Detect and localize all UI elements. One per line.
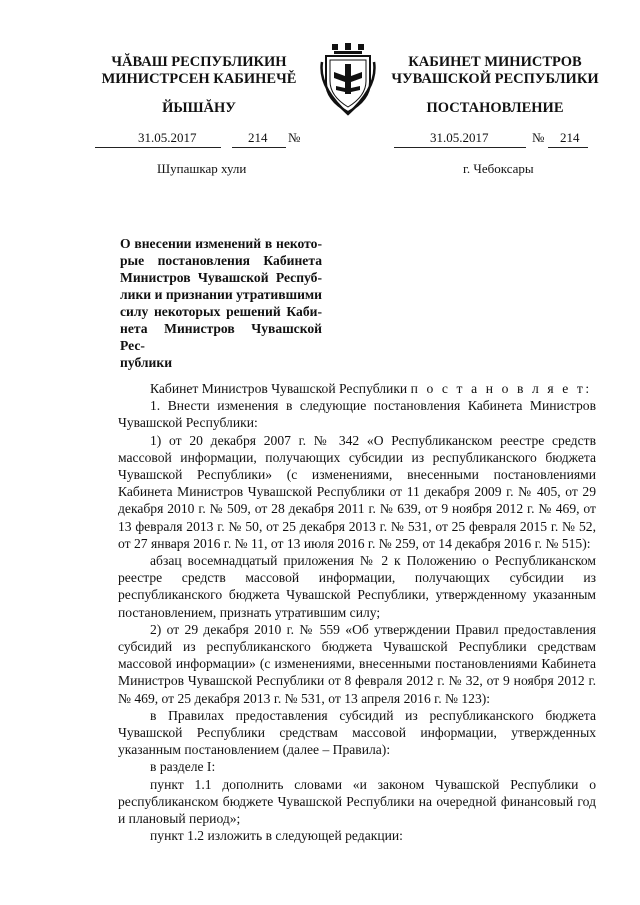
body-paragraph: 1. Внести изменения в следующие постановления Кабинета Министров Чувашской Республики: <box>118 398 596 431</box>
body-paragraph: пункт 1.1 дополнить словами «и законом Чувашской Республики о республиканском бюджете Чувашской Республики на очередной финансовый год и плановый период»; <box>118 776 596 827</box>
header-left-doctype: ЙЫШĂНУ <box>162 100 236 116</box>
header-left-number-line <box>232 147 286 148</box>
header-left-number: 214 <box>248 130 268 145</box>
title-line: Министров Чувашской Респуб- <box>120 270 322 285</box>
body-paragraph: абзац восемнадцатый приложения № 2 к Положению о Республиканском реестре средств массовой информации, получающих субсидии из республиканского бюджета Чувашской Республики, утвержденному указанным постановлением, признать утратившим силу; <box>118 553 596 620</box>
body-paragraph: 1) от 20 декабря 2007 г. № 342 «О Республиканском реестре средств массовой информации, получающих субсидии из республиканского бюджета Чувашской Республики» (с изменениями, внесенными постановлениями Кабинета Министров Чувашской Республики от 11 декабря 2009 г. № 405, от 29 декабря 2010 г. № 509, от 28 декабря 2011 г. № 639, от 9 ноября 2012 г. № 469, от 13 февраля 2013 г. № 50, от 25 декабря 2013 г. № 531, от 25 февраля 2015 г. № 52, от 27 января 2016 г. № 11, от 13 июля 2016 г. № 259, от 14 декабря 2016 г. № 515): <box>118 432 596 551</box>
header-left-line2: МИНИСТРСЕН КАБИНЕЧĚ <box>101 71 297 87</box>
header-right-org <box>384 54 606 88</box>
title-line: лики и признании утратившими <box>120 287 322 302</box>
document-title <box>120 235 322 371</box>
body-paragraph: 2) от 29 декабря 2010 г. № 559 «Об утверждении Правил предоставления субсидий из республиканского бюджета Чувашской Республики средствам массовой информации» (с изменениями, внесенными постановлениями Кабинета Министров Чувашской Республики от 8 февраля 2012 г. № 32, от 9 ноября 2012 г. № 469, от 25 декабря 2013 г. № 531, от 13 апреля 2016 г. № 123): <box>118 621 596 706</box>
header-right-number: 214 <box>560 130 580 145</box>
header-left-city: Шупашкар хули <box>157 161 247 176</box>
body-paragraph: в разделе I: <box>150 759 216 775</box>
header-right-number-line <box>548 147 588 148</box>
header-right-doctype: ПОСТАНОВЛЕНИЕ <box>426 100 564 116</box>
header-left-number-sign: № <box>288 130 301 145</box>
header-right-number-sign: № <box>532 130 545 145</box>
header-right-line1: КАБИНЕТ МИНИСТРОВ <box>408 54 582 70</box>
title-line: публики <box>120 355 173 370</box>
header-right-date-line <box>394 147 526 148</box>
header-right-city: г. Чебоксары <box>463 161 534 176</box>
intro-postanovlyaet: п о с т а н о в л я е т: <box>410 381 592 396</box>
body-paragraph: в Правилах предоставления субсидий из республиканского бюджета Чувашской Республики средствам массовой информации, утвержденных указанным постановлением (далее – Правила): <box>118 707 596 758</box>
intro-paragraph <box>118 380 596 397</box>
title-line: силу некоторых решений Каби- <box>120 304 322 319</box>
intro-text: Кабинет Министров Чувашской Республики <box>150 381 408 396</box>
document-body <box>118 380 596 844</box>
header-left-date-line <box>95 147 221 148</box>
title-line: нета Министров Чувашской Рес- <box>120 321 322 353</box>
header-right-date: 31.05.2017 <box>430 130 489 145</box>
title-line: О внесении изменений в некото- <box>120 236 322 251</box>
header-left-org <box>88 54 310 88</box>
header-right-line2: ЧУВАШСКОЙ РЕСПУБЛИКИ <box>391 71 599 87</box>
coat-of-arms-emblem <box>318 42 378 116</box>
body-paragraph: пункт 1.2 изложить в следующей редакции: <box>150 828 403 844</box>
header-left-date: 31.05.2017 <box>138 130 197 145</box>
title-line: рые постановления Кабинета <box>120 253 322 268</box>
header-left-line1: ЧĂВАШ РЕСПУБЛИКИН <box>111 54 287 70</box>
